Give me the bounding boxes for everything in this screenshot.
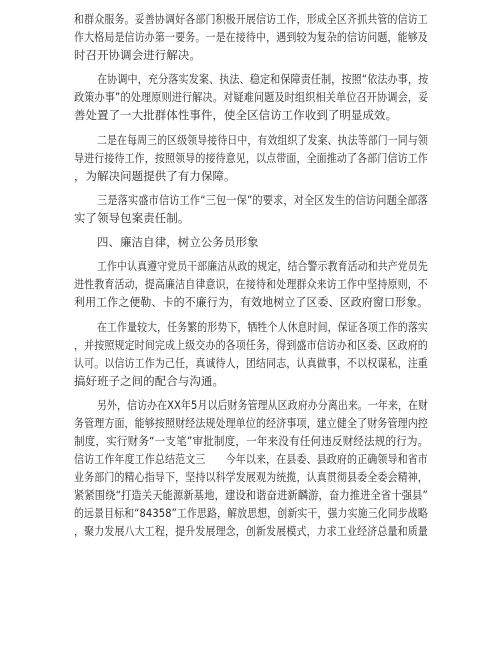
text-line: 在协调中，充分落实发案、执法、稳定和保障责任制，按照“依法办事，按 — [97, 72, 429, 86]
text-line: 在工作量较大，任务繁的形势下，牺牲个人休息时间，保证各项工作的落实 — [97, 320, 428, 334]
text-line: 紧紧围绕“打造关天能源新基地，建设和谐奋进新麟游，奋力推进全省十强县” — [74, 488, 428, 502]
text-line: 务管理方面，能够按照财经法规处理单位的经济事项，建立健全了财务管理内控 — [74, 416, 428, 430]
text-line: 二是在每周三的区级领导接待日中，有效组织了发案、执法等部门一同与领 — [97, 133, 428, 147]
text-line: 四、廉洁自律，树立公务员形象 — [97, 235, 259, 249]
text-line: 三是落实盛市信访工作“三包一保”的要求，对全区发生的信访问题全部落 — [97, 193, 428, 207]
text-line: 善处置了一大批群体性事件，使全区信访工作收到了明显成效。 — [74, 108, 398, 122]
text-line: 导进行接待工作，按照领导的接待意见，以点带面，全面推动了各部门信访工作 — [74, 151, 428, 165]
text-line: ，并按照规定时间完成上级交办的各项任务，得到盛市信访办和区委、区政府的 — [74, 338, 428, 352]
text-line: 和群众服务。妥善协调好各部门积极开展信访工作，形成全区齐抓共管的信访工 — [74, 12, 428, 26]
text-line: 进性教育活动，提高廉洁自律意识，在接待和处理群众来访工作中坚持原则，不 — [74, 277, 428, 291]
text-line: 时召开协调会进行解决。 — [74, 48, 201, 62]
text-line: 工作中认真遵守党员干部廉洁从政的规定，结合警示教育活动和共产党员先 — [97, 259, 428, 273]
text-line: ，聚力发展八大工程，提升发展理念，创新发展模式，力求工业经济总量和质量 — [74, 524, 428, 538]
text-line: 政策办事”的处理原则进行解决。对疑难问题及时组织相关单位召开协调会，妥 — [74, 90, 429, 104]
text-line: 另外，信访办在XX年5月以后财务管理从区政府办分离出来。一年来，在财 — [97, 398, 429, 412]
text-line: 作大格局是信访办第一要务。一是在接待中，遇到较为复杂的信访问题，能够及 — [74, 30, 428, 44]
text-line: 利用工作之便勒、卡的不廉行为，有效地树立了区委、区政府窗口形象。 — [74, 295, 429, 309]
text-line: 认可。以信访工作为己任，真诚待人，团结同志，认真做事，不以权谋私，注重 — [74, 356, 428, 370]
text-line: 搞好班子之间的配合与沟通。 — [74, 374, 225, 388]
text-line: 业务部门的精心指导下，坚持以科学发展观为统揽，认真贯彻县委全委会精神， — [74, 470, 428, 484]
text-line: ，为解决问题提供了有力保障。 — [74, 169, 236, 183]
text-line: 的远景目标和“84358”工作思路，解放思想，创新实干，强力实施三化同步战略 — [74, 506, 428, 520]
text-line: 实了领导包案责任制。 — [74, 211, 190, 225]
text-line: 信访工作年度工作总结范文三 今年以来，在县委、县政府的正确领导和省市 — [74, 452, 428, 466]
text-line: 制度，实行财务“一支笔”审批制度，一年来没有任何违反财经法规的行为。 — [74, 434, 429, 448]
